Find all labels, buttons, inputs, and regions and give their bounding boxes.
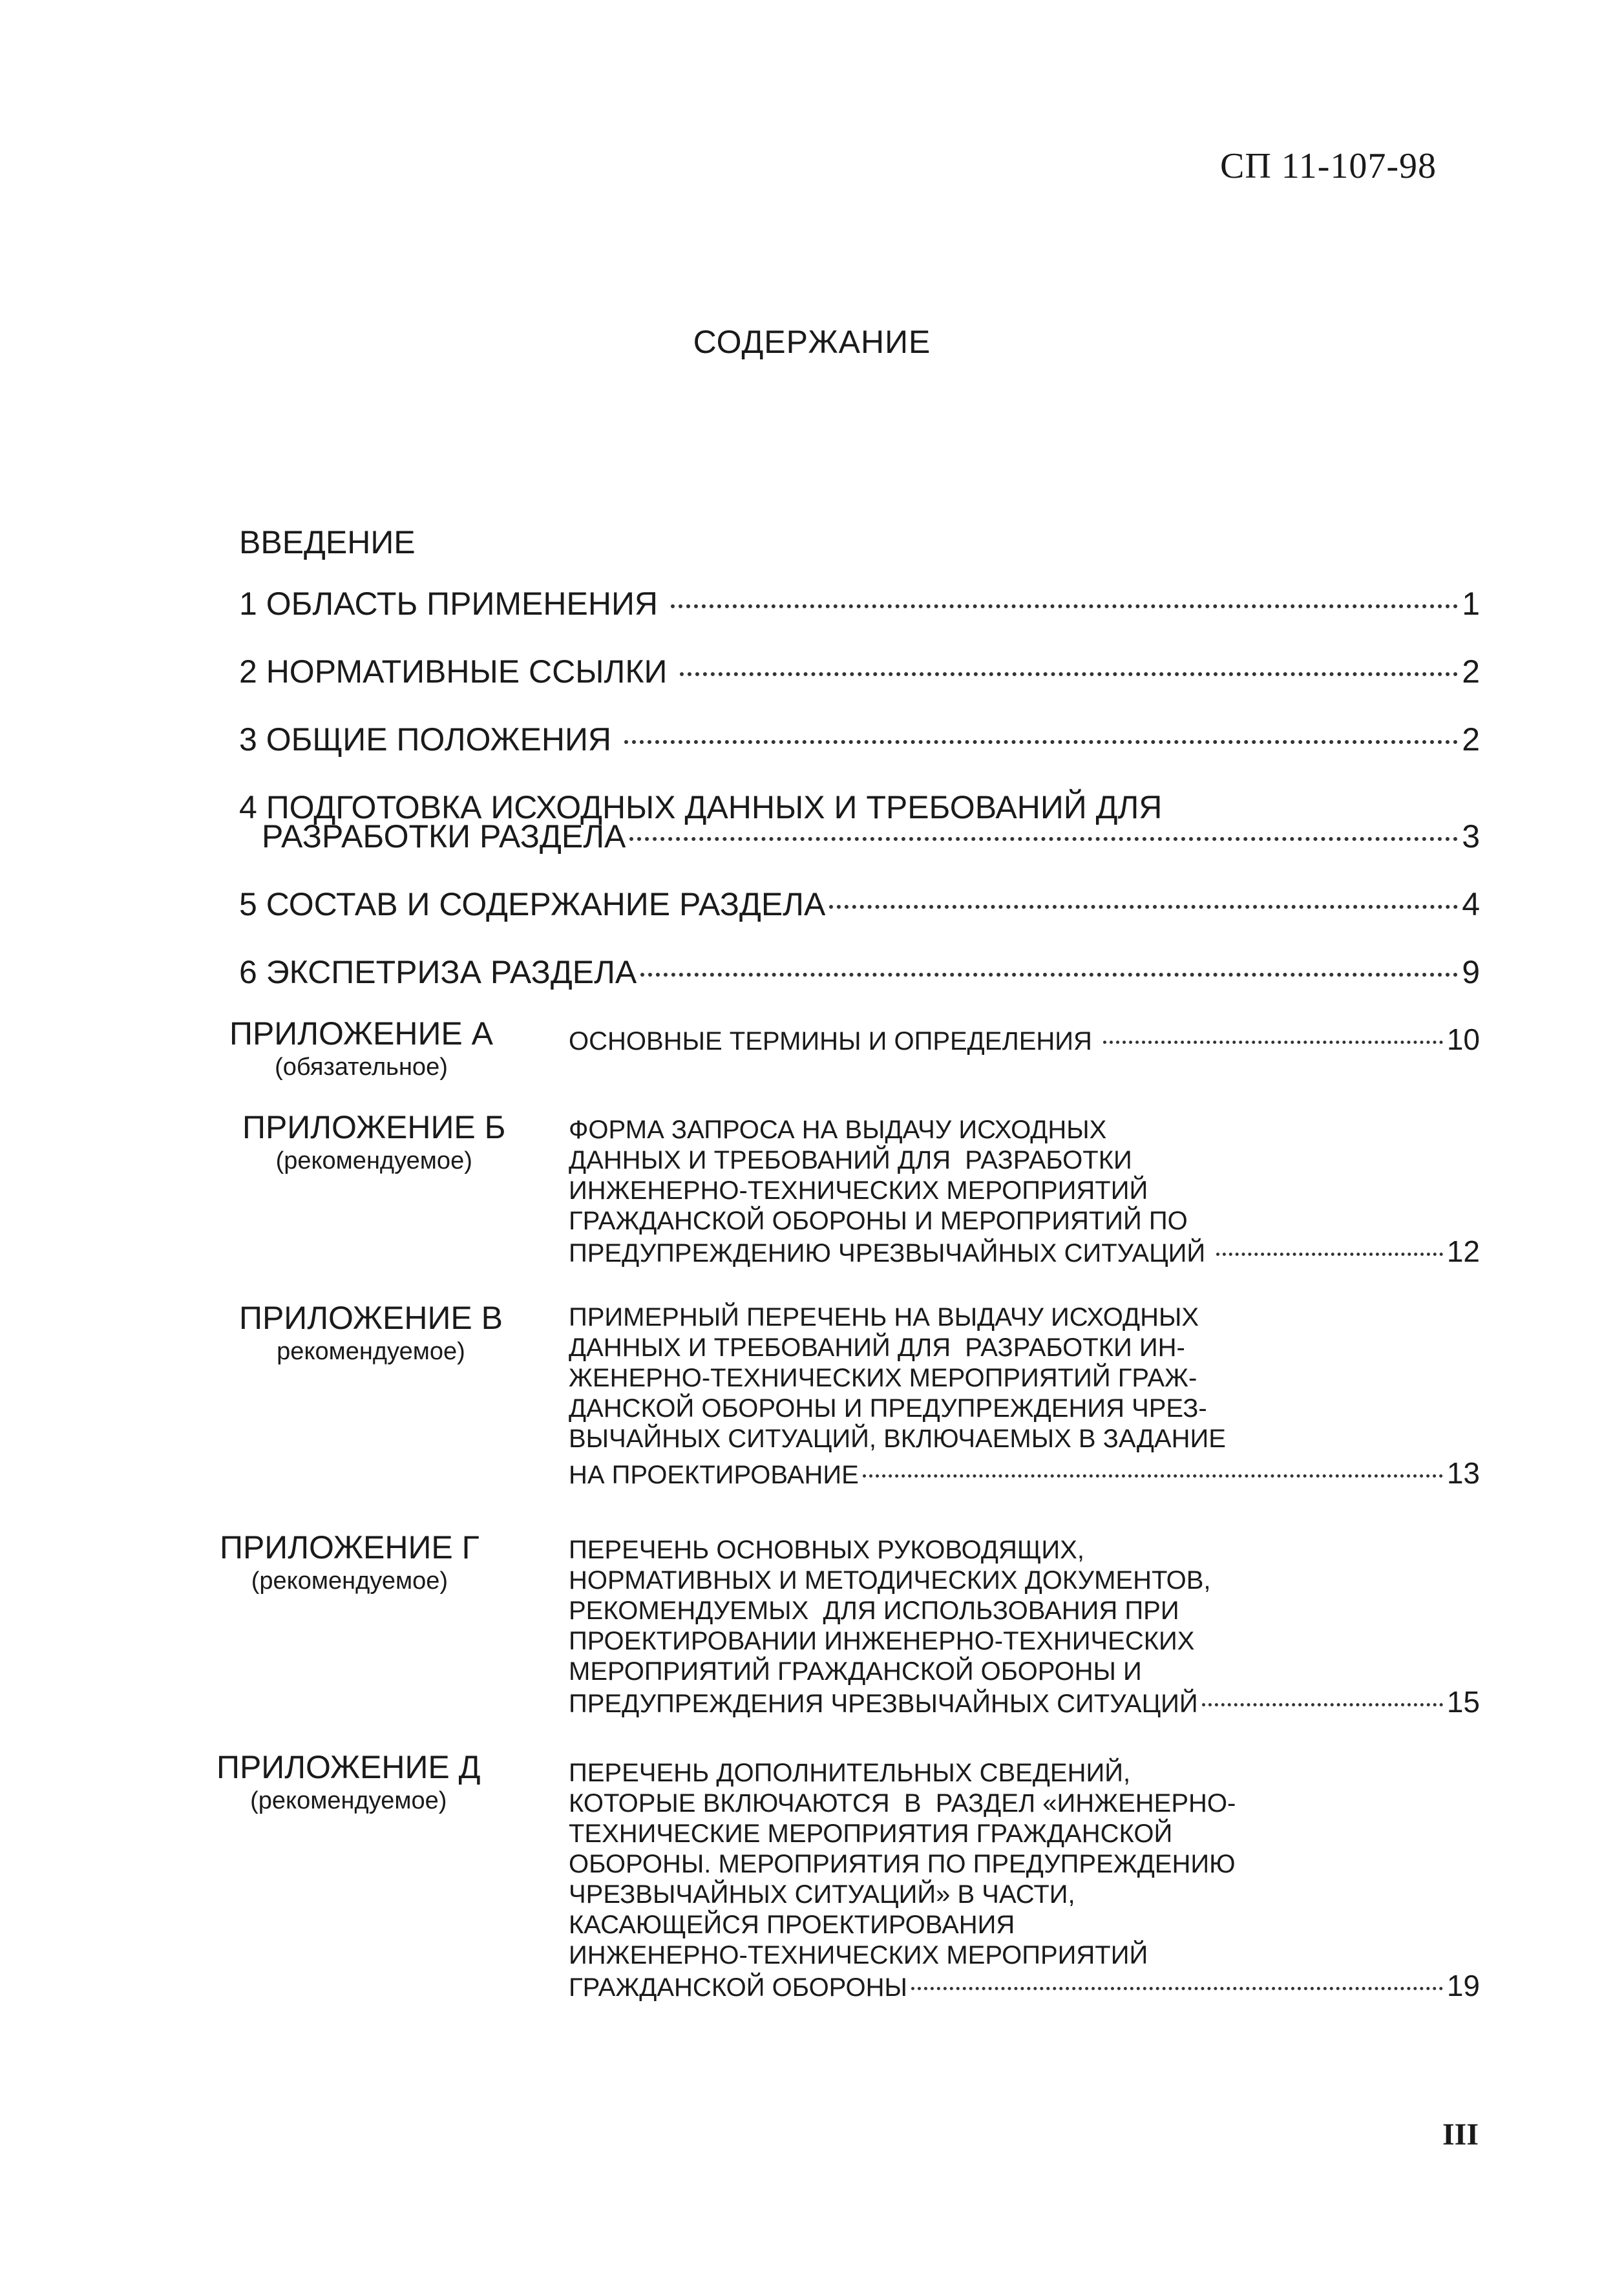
toc-entry-title: РАЗРАБОТКИ РАЗДЕЛА [262,818,626,854]
appendix-entry-line [569,1458,1480,1491]
toc-entry-1 [239,585,1480,622]
toc-entry-title: 1 ОБЛАСТЬ ПРИМЕНЕНИЯ [239,586,667,622]
toc-dot-leader [680,672,1458,676]
toc-dot-leader [624,740,1458,744]
appendix-title: ПРИЛОЖЕНИЕ Б [242,1109,506,1145]
appendix-entry-text: КОТОРЫЕ ВКЛЮЧАЮТСЯ В РАЗДЕЛ «ИНЖЕНЕРНО- [569,1789,1236,1818]
toc-entry-title: 3 ОБЩИЕ ПОЛОЖЕНИЯ [239,721,620,758]
toc-dot-leader [911,1987,1443,1990]
appendix-d-label [216,1748,481,1815]
toc-entry-6 [239,953,1480,991]
appendix-entry-page: 19 [1446,1969,1480,2002]
appendix-v-entry [569,1302,1480,1491]
toc-entry-page: 9 [1462,954,1480,990]
appendix-entry-text: ФОРМА ЗАПРОСА НА ВЫДАЧУ ИСХОДНЫХ [569,1116,1107,1144]
toc-entry-page: 2 [1462,653,1480,690]
toc-dot-leader [829,905,1458,909]
appendix-entry-text: ПЕРЕЧЕНЬ ДОПОЛНИТЕЛЬНЫХ СВЕДЕНИЙ, [569,1759,1131,1787]
appendix-g-entry [569,1535,1480,1719]
toc-entry-page: 3 [1462,818,1480,854]
toc-entry-4 [262,818,1480,855]
toc-dot-leader [1103,1041,1443,1044]
appendix-entry-text: ЧРЕЗВЫЧАЙНЫХ СИТУАЦИЙ» В ЧАСТИ, [569,1880,1075,1909]
appendix-a-entry [569,1024,1480,1057]
toc-entry-page: 2 [1462,721,1480,758]
appendix-entry-text: КАСАЮЩЕЙСЯ ПРОЕКТИРОВАНИЯ [569,1911,1015,1939]
appendix-title: ПРИЛОЖЕНИЕ А [229,1015,493,1052]
appendix-kind: рекомендуемое) [277,1338,465,1365]
appendix-kind: (рекомендуемое) [251,1567,448,1595]
appendix-entry-line [569,1024,1480,1057]
appendix-entry-text: ДАННЫХ И ТРЕБОВАНИЙ ДЛЯ РАЗРАБОТКИ [569,1146,1132,1174]
appendix-d-entry [569,1758,1480,2003]
appendix-entry-text: НОРМАТИВНЫХ И МЕТОДИЧЕСКИХ ДОКУМЕНТОВ, [569,1566,1211,1595]
appendix-entry-line [569,1971,1480,2003]
toc-entry-page: 4 [1462,886,1480,922]
appendix-entry-page: 10 [1446,1023,1480,1056]
toc-entry-title: 5 СОСТАВ И СОДЕРЖАНИЕ РАЗДЕЛА [239,886,826,922]
appendix-entry-title: ГРАЖДАНСКОЙ ОБОРОНЫ [569,1973,907,2002]
appendix-entry-text: ИНЖЕНЕРНО-ТЕХНИЧЕСКИХ МЕРОПРИЯТИЙ [569,1176,1148,1205]
page-number: III [1442,2117,1479,2152]
appendix-v-label [239,1299,503,1366]
appendix-entry-text: МЕРОПРИЯТИЙ ГРАЖДАНСКОЙ ОБОРОНЫ И [569,1657,1142,1686]
appendix-entry-line [569,1687,1480,1719]
toc-dot-leader [640,973,1458,977]
appendix-entry-text: ОБОРОНЫ. МЕРОПРИЯТИЯ ПО ПРЕДУПРЕЖДЕНИЮ [569,1850,1236,1878]
appendix-title: ПРИЛОЖЕНИЕ Д [216,1749,481,1785]
appendix-entry-text: ДАННЫХ И ТРЕБОВАНИЙ ДЛЯ РАЗРАБОТКИ ИН- [569,1333,1185,1362]
appendix-a-label [229,1015,493,1081]
appendix-title: ПРИЛОЖЕНИЕ В [239,1300,503,1336]
appendix-entry-page: 13 [1446,1456,1480,1490]
appendix-b-entry [569,1115,1480,1269]
appendix-entry-text: ИНЖЕНЕРНО-ТЕХНИЧЕСКИХ МЕРОПРИЯТИЙ [569,1941,1148,1969]
appendix-g-label [220,1529,480,1595]
appendix-entry-text: ПРИМЕРНЫЙ ПЕРЕЧЕНЬ НА ВЫДАЧУ ИСХОДНЫХ [569,1303,1199,1331]
appendix-entry-text: ВЫЧАЙНЫХ СИТУАЦИЙ, ВКЛЮЧАЕМЫХ В ЗАДАНИЕ [569,1425,1226,1453]
appendix-entry-text: РЕКОМЕНДУЕМЫХ ДЛЯ ИСПОЛЬЗОВАНИЯ ПРИ [569,1597,1179,1625]
toc-entry-page: 1 [1462,586,1480,622]
appendix-entry-line [569,1236,1480,1269]
toc-dot-leader [629,837,1458,841]
appendix-b-label [242,1109,505,1175]
appendix-entry-title: ПРЕДУПРЕЖДЕНИЮ ЧРЕЗВЫЧАЙНЫХ СИТУАЦИЙ [569,1239,1213,1268]
appendix-kind: (рекомендуемое) [250,1787,447,1814]
appendix-entry-text: ЖЕНЕРНО-ТЕХНИЧЕСКИХ МЕРОПРИЯТИЙ ГРАЖ- [569,1364,1197,1392]
toc-dot-leader [671,604,1458,608]
toc-intro: ВВЕДЕНИЕ [239,524,416,560]
toc-entry-4-line1: 4 ПОДГОТОВКА ИСХОДНЫХ ДАННЫХ И ТРЕБОВАНИЙ ДЛЯ [239,789,1163,825]
toc-entry-title: 6 ЭКСПЕТРИЗА РАЗДЕЛА [239,954,637,990]
appendix-title: ПРИЛОЖЕНИЕ Г [220,1529,480,1565]
appendix-entry-text: ПРОЕКТИРОВАНИИ ИНЖЕНЕРНО-ТЕХНИЧЕСКИХ [569,1627,1195,1655]
toc-dot-leader [1216,1253,1443,1256]
appendix-entry-text: ГРАЖДАНСКОЙ ОБОРОНЫ И МЕРОПРИЯТИЙ ПО [569,1207,1188,1235]
appendix-entry-page: 15 [1446,1685,1480,1719]
toc-dot-leader [1202,1703,1443,1706]
toc-entry-2 [239,653,1480,690]
toc-entry-5 [239,886,1480,923]
appendix-entry-text: ПЕРЕЧЕНЬ ОСНОВНЫХ РУКОВОДЯЩИХ, [569,1536,1084,1564]
appendix-entry-text: ТЕХНИЧЕСКИЕ МЕРОПРИЯТИЯ ГРАЖДАНСКОЙ [569,1819,1173,1848]
appendix-kind: (обязательное) [275,1054,448,1081]
appendix-entry-title: ПРЕДУПРЕЖДЕНИЯ ЧРЕЗВЫЧАЙНЫХ СИТУАЦИЙ [569,1690,1198,1718]
toc-title: СОДЕРЖАНИЕ [693,324,931,360]
appendix-entry-title: НА ПРОЕКТИРОВАНИЕ [569,1461,859,1489]
appendix-kind: (рекомендуемое) [275,1147,472,1174]
toc-entry-3 [239,721,1480,758]
appendix-entry-title: ОСНОВНЫЕ ТЕРМИНЫ И ОПРЕДЕЛЕНИЯ [569,1027,1100,1056]
appendix-entry-page: 12 [1446,1235,1480,1268]
toc-dot-leader [863,1474,1443,1478]
document-code: СП 11-107-98 [1219,146,1437,186]
appendix-entry-text: ДАНСКОЙ ОБОРОНЫ И ПРЕДУПРЕЖДЕНИЯ ЧРЕЗ- [569,1394,1207,1423]
toc-entry-title: 2 НОРМАТИВНЫЕ ССЫЛКИ [239,653,677,690]
